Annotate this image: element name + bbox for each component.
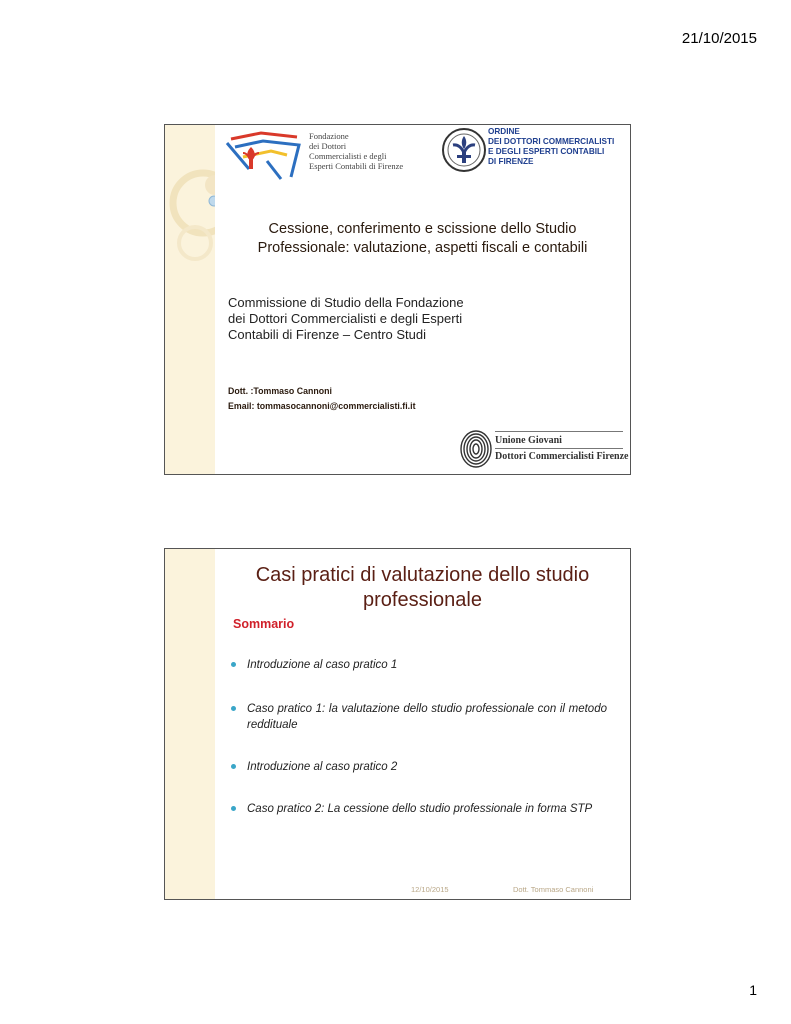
slide-decor-stripe bbox=[165, 549, 215, 899]
slide-2-title: Casi pratici di valutazione dello studio professionale bbox=[255, 564, 590, 611]
page-date: 21/10/2015 bbox=[681, 30, 757, 47]
slide-footer-date: 12/10/2015 bbox=[411, 885, 449, 894]
ordine-logo-text: ORDINE DEI DOTTORI COMMERCIALISTI E DEGLI ESPERTI CONTABILI DI FIRENZE bbox=[488, 127, 615, 166]
commission-text: Commissione di Studio della Fondazione dei Dottori Commercialisti e degli Esperti Contabili di Firenze – Centro Studi bbox=[228, 295, 464, 342]
page-number: 1 bbox=[749, 982, 757, 998]
slide-2 bbox=[164, 548, 631, 900]
decor-circles-icon bbox=[165, 125, 215, 474]
list-item: Caso pratico 1: la valutazione dello studio professionale con il metodo reddituale bbox=[231, 701, 607, 733]
bullet-dot-icon bbox=[231, 764, 236, 769]
list-item: Introduzione al caso pratico 1 bbox=[231, 657, 607, 673]
bullet-dot-icon bbox=[231, 662, 236, 667]
foundation-logo-icon bbox=[221, 129, 307, 185]
foundation-logo-text: Fondazione dei Dottori Commercialisti e degli Esperti Contabili di Firenze bbox=[309, 131, 404, 171]
bullet-dot-icon bbox=[231, 706, 236, 711]
bullet-dot-icon bbox=[231, 806, 236, 811]
ugdc-rule-middle bbox=[495, 448, 623, 449]
list-item: Introduzione al caso pratico 2 bbox=[231, 759, 607, 775]
list-item: Caso pratico 2: La cessione dello studio professionale in forma STP bbox=[231, 801, 607, 817]
ugdc-logo-line-2: Dottori Commercialisti Firenze bbox=[495, 451, 629, 462]
slide-decor-stripe bbox=[165, 125, 215, 474]
ugdc-rule-top bbox=[495, 431, 623, 432]
author-block bbox=[228, 384, 416, 414]
fingerprint-logo-icon bbox=[457, 427, 495, 469]
ordine-seal-icon bbox=[441, 127, 487, 173]
author-name: Dott. :Tommaso Cannoni bbox=[228, 386, 332, 396]
ugdc-logo-line-1: Unione Giovani bbox=[495, 435, 562, 446]
slide-footer-author: Dott. Tommaso Cannoni bbox=[513, 885, 594, 894]
author-email: Email: tommasocannoni@commercialisti.fi.it bbox=[228, 401, 416, 411]
slide-1-title: Cessione, conferimento e scissione dello Studio Professionale: valutazione, aspetti fiscali e contabili bbox=[257, 221, 588, 256]
summary-heading: Sommario bbox=[233, 617, 295, 631]
slide-1 bbox=[164, 124, 631, 475]
